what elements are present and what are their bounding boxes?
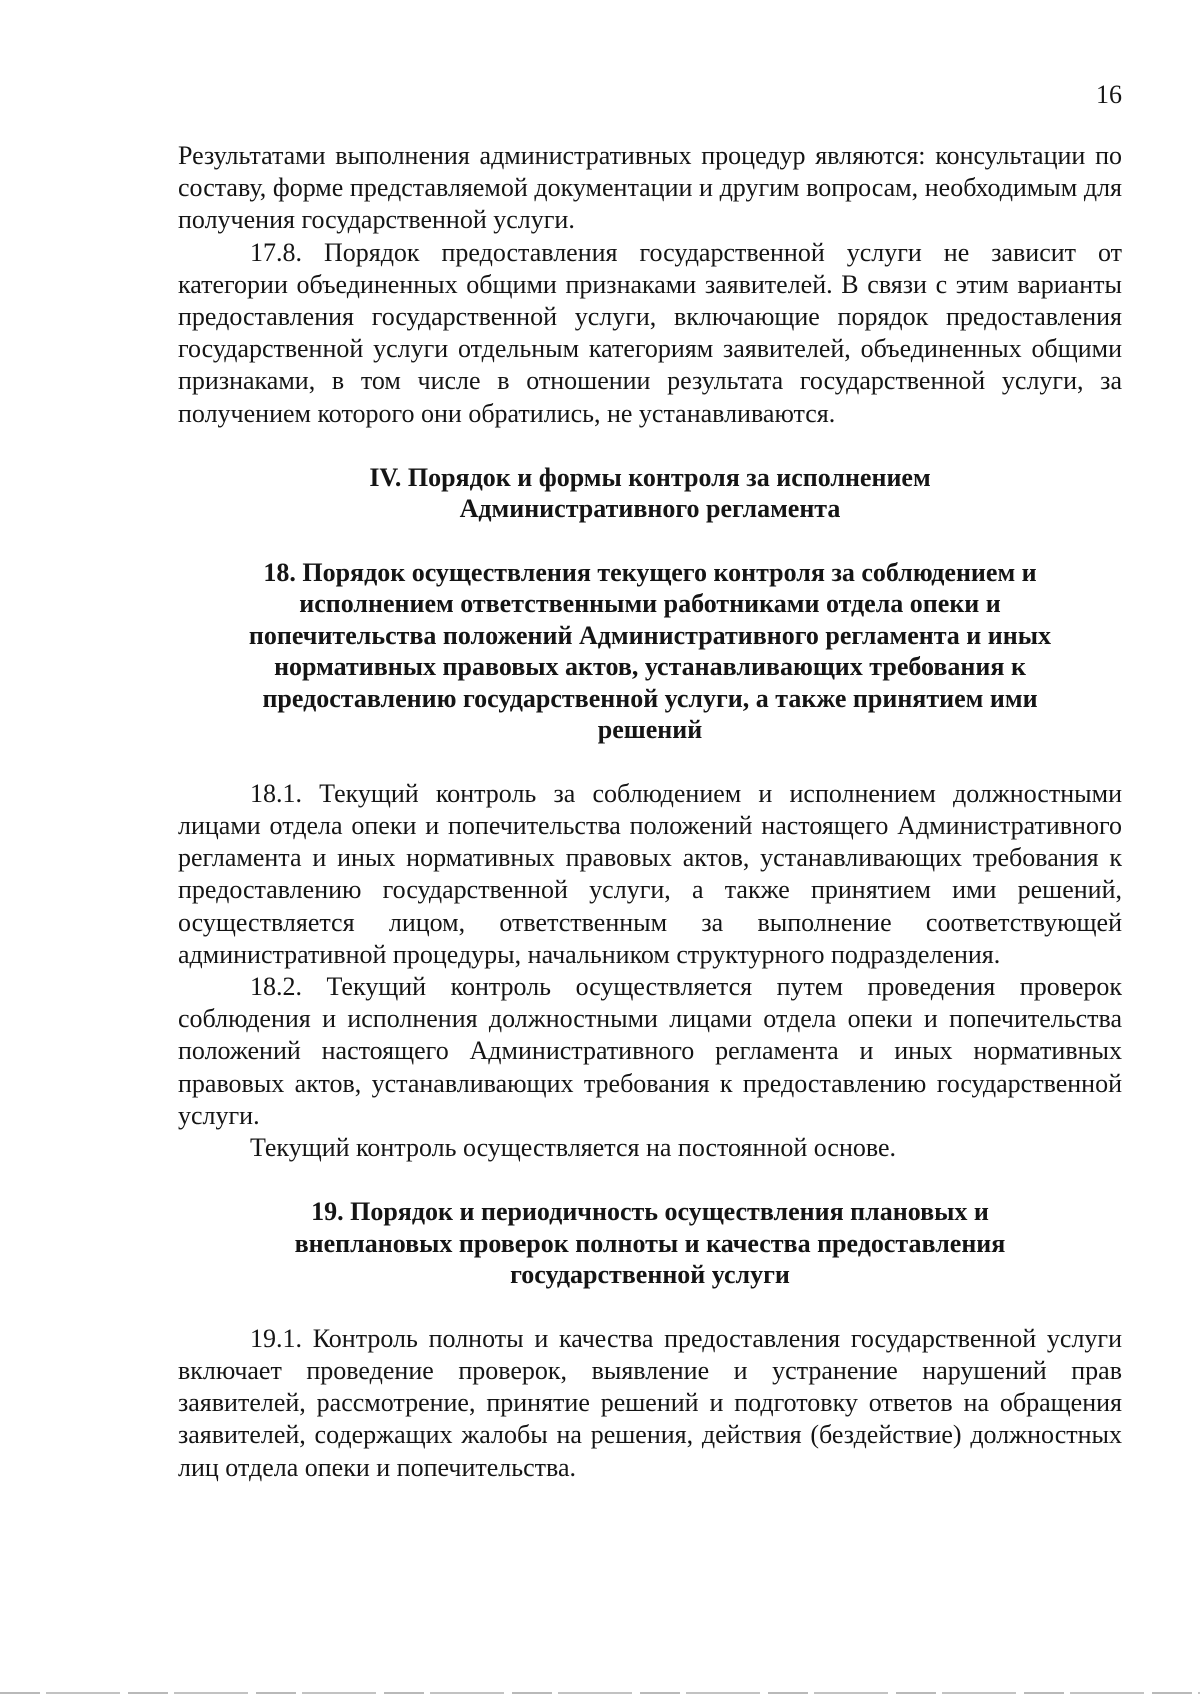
section-19-heading-line1: 19. Порядок и периодичность осуществления плановых и (311, 1197, 989, 1227)
section-4-heading-line1: IV. Порядок и формы контроля за исполнением (369, 462, 931, 492)
paragraph-19-1: 19.1. Контроль полноты и качества предоставления государственной услуги включает проведение проверок, выявление и устранение нарушений прав заявителей, рассмотрение, принятие решений и подготовку ответов на обращения заявителей, содержащих жалобы на решения, действия (бездействие) должностных лиц отдела опеки и попечительства. (178, 1323, 1122, 1482)
paragraph-18-1: 18.1. Текущий контроль за соблюдением и исполнением должностными лицами отдела опеки и попечительства положений настоящего Административного регламента и иных нормативных правовых актов, устанавливающих требования к предоставлению государственной услуги, а также принятием ими решений, осуществляется лицом, ответственным за выполнение соответствующей административной процедуры, начальником структурного подразделения. (178, 778, 1122, 969)
section-19-heading (178, 1196, 1122, 1291)
section-18-heading-line4: нормативных правовых актов, устанавливающих требования к (274, 652, 1026, 682)
spacer (178, 746, 1122, 778)
section-19-heading-line3: государственной услуги (510, 1260, 790, 1290)
paragraph-18-2: 18.2. Текущий контроль осуществляется путем проведения проверок соблюдения и исполнения должностными лицами отдела опеки и попечительства положений настоящего Административного регламента и иных нормативных правовых актов, устанавливающих требования к предоставлению государственной услуги. (178, 972, 1122, 1130)
page-number: 16 (1096, 80, 1122, 109)
paragraph-18-ongoing: Текущий контроль осуществляется на постоянной основе. (250, 1133, 897, 1163)
section-18-heading-line1: 18. Порядок осуществления текущего контроля за соблюдением и (263, 557, 1037, 587)
section-4-heading (178, 462, 1122, 525)
section-18-heading-line6: решений (597, 715, 703, 745)
section-18-heading-line5: предоставлению государственной услуги, а также принятием ими (262, 683, 1038, 713)
paragraph-17-8: 17.8. Порядок предоставления государственной услуги не зависит от категории объединенных общими признаками заявителей. В связи с этим варианты предоставления государственной услуги, включающие порядок предоставления государственной услуги отдельным категориям заявителей, объединенных общими признаками, в том числе в отношении результата государственной услуги, за получением которого они обратились, не устанавливаются. (178, 237, 1122, 428)
section-4-heading-line2: Административного регламента (459, 494, 841, 524)
spacer (178, 525, 1122, 557)
scan-edge-line (0, 1692, 1200, 1694)
section-18-heading (178, 557, 1122, 746)
paragraph-results: Результатами выполнения административных процедур являются: консультации по составу, форме представляемой документации и другим вопросам, необходимым для получения государственной услуги. (178, 141, 1122, 235)
spacer (178, 1164, 1122, 1196)
section-19-heading-line2: внеплановых проверок полноты и качества предоставления (294, 1228, 1006, 1258)
section-18-heading-line2: исполнением ответственными работниками отдела опеки и (299, 589, 1001, 619)
spacer (178, 1291, 1122, 1323)
document-body (178, 140, 1122, 1484)
section-18-heading-line3: попечительства положений Административного регламента и иных (248, 620, 1052, 650)
spacer (178, 430, 1122, 462)
